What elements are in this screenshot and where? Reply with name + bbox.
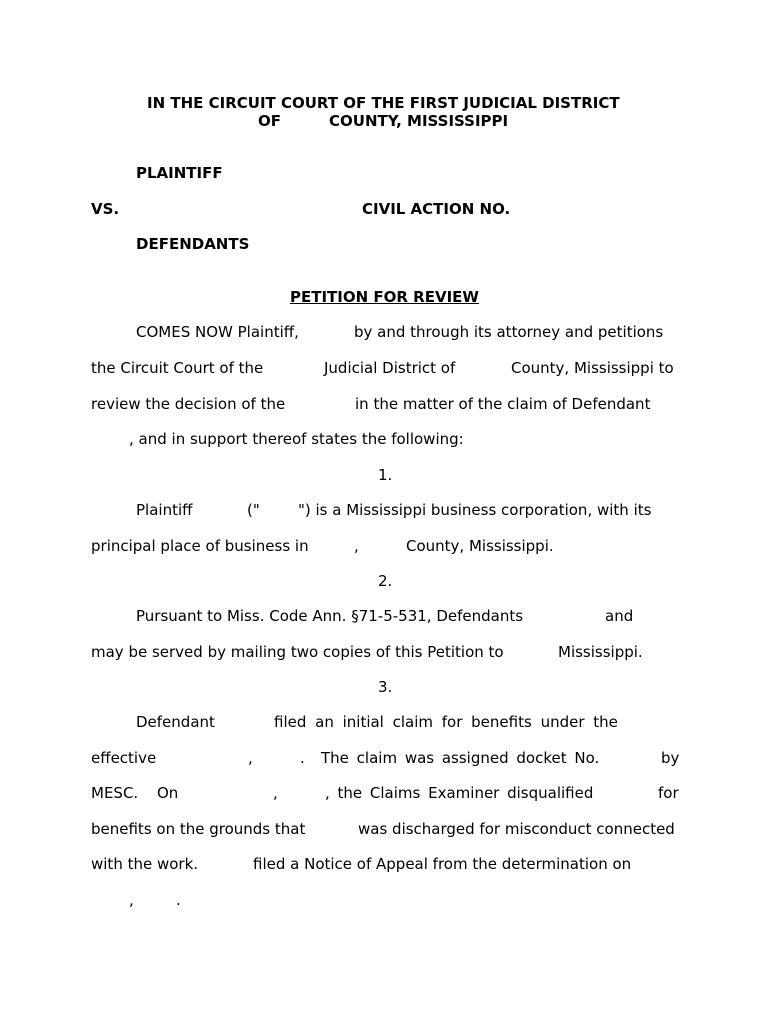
court-header-county: COUNTY, MISSISSIPPI [329,112,509,130]
p3-line-2c: . [300,749,305,767]
document-title: PETITION FOR REVIEW [290,288,479,306]
p1-line-1c: ") is a Mississippi business corporation, with its [298,501,652,519]
p2-line-2a: may be served by mailing two copies of this Petition to [91,643,504,661]
p1-line-1a: Plaintiff [136,501,193,519]
p3-line-5b: filed a Notice of Appeal from the determination on [253,855,632,873]
court-header-line-1: IN THE CIRCUIT COURT OF THE FIRST JUDICIAL DISTRICT [147,94,620,112]
p1-line-2b: , [354,537,359,555]
versus-label: VS. [91,200,120,218]
p1-line-2a: principal place of business in [91,537,309,555]
p3-line-2a: effective [91,749,157,767]
p2-line-2b: Mississippi. [558,643,643,661]
intro-line-3b: in the matter of the claim of Defendant [355,395,651,413]
p3-line-3e: for [658,784,679,802]
p3-line-3c: , [273,784,278,802]
p3-line-1b: filed an initial claim for benefits under the [274,713,618,731]
p3-line-2b: , [248,749,253,767]
intro-line-1a: COMES NOW Plaintiff, [136,323,299,341]
court-header-of: OF [258,112,281,130]
plaintiff-label: PLAINTIFF [136,164,223,182]
intro-line-3a: review the decision of the [91,395,286,413]
defendants-label: DEFENDANTS [136,235,250,253]
p3-line-3b: On [157,784,179,802]
p3-line-3d: , the Claims Examiner disqualified [325,784,594,802]
intro-line-2a: the Circuit Court of the [91,359,264,377]
p3-line-1a: Defendant [136,713,215,731]
p2-line-1a: Pursuant to Miss. Code Ann. §71-5-531, Defendants [136,607,524,625]
paragraph-number-2: 2. [378,572,393,590]
p1-line-2c: County, Mississippi. [406,537,554,555]
p2-line-1b: and [605,607,634,625]
p3-line-6b: . [176,891,181,909]
p3-line-4a: benefits on the grounds that [91,820,306,838]
p3-line-2e: by [661,749,680,767]
paragraph-number-1: 1. [378,466,393,484]
intro-line-1b: by and through its attorney and petitions [354,323,664,341]
paragraph-number-3: 3. [378,678,393,696]
p3-line-3a: MESC. [91,784,139,802]
intro-line-4: , and in support thereof states the following: [129,430,464,448]
intro-line-2b: Judicial District of [324,359,456,377]
p3-line-4b: was discharged for misconduct connected [358,820,675,838]
p3-line-6a: , [129,891,134,909]
p3-line-2d: The claim was assigned docket No. [321,749,600,767]
civil-action-label: CIVIL ACTION NO. [362,200,511,218]
p3-line-5a: with the work. [91,855,199,873]
p1-line-1b: (" [247,501,260,519]
intro-line-2c: County, Mississippi to [511,359,674,377]
